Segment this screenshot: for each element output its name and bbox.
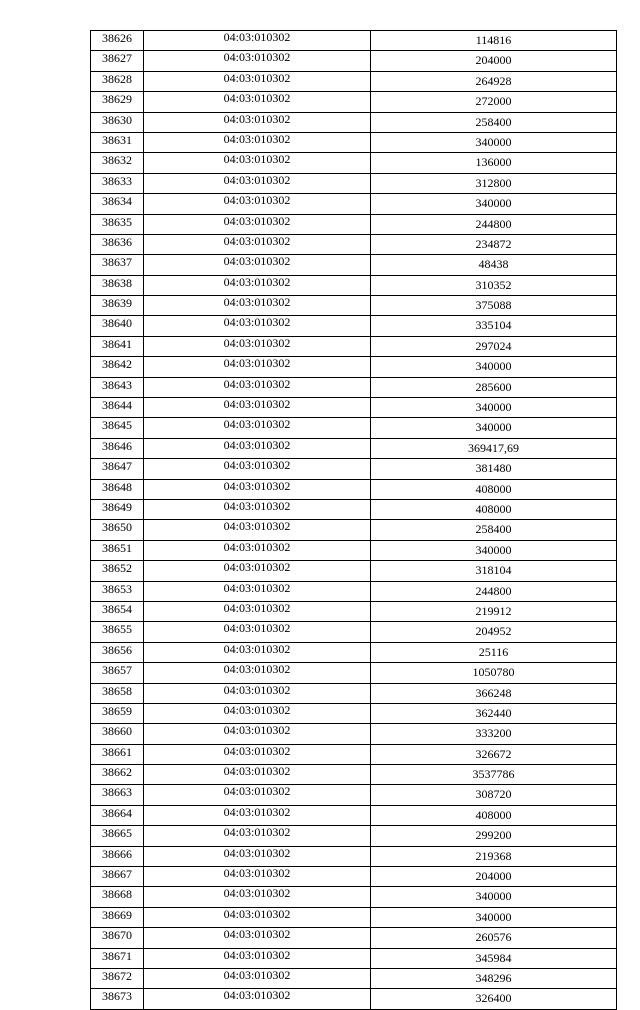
cell-value: 408000 — [371, 479, 617, 499]
table-row — [91, 357, 617, 377]
cell-value: 348296 — [371, 968, 617, 988]
cell-code: 04:03:010302 — [144, 92, 371, 112]
table-row — [91, 887, 617, 907]
table-row — [91, 520, 617, 540]
cell-id: 38647 — [91, 459, 144, 479]
cell-id: 38654 — [91, 601, 144, 621]
cell-value: 308720 — [371, 785, 617, 805]
cell-code: 04:03:010302 — [144, 642, 371, 662]
cell-value: 204952 — [371, 622, 617, 642]
cell-value: 408000 — [371, 805, 617, 825]
cell-id: 38651 — [91, 540, 144, 560]
cell-id: 38637 — [91, 255, 144, 275]
cell-id: 38629 — [91, 92, 144, 112]
cell-value: 1050780 — [371, 663, 617, 683]
cell-id: 38667 — [91, 867, 144, 887]
table-row — [91, 92, 617, 112]
cell-code: 04:03:010302 — [144, 928, 371, 948]
cell-code: 04:03:010302 — [144, 336, 371, 356]
cell-id: 38668 — [91, 887, 144, 907]
cell-id: 38671 — [91, 948, 144, 968]
table-row — [91, 398, 617, 418]
cell-code: 04:03:010302 — [144, 234, 371, 254]
cell-value: 345984 — [371, 948, 617, 968]
cell-id: 38669 — [91, 907, 144, 927]
table-row — [91, 581, 617, 601]
cell-value: 25116 — [371, 642, 617, 662]
cell-code: 04:03:010302 — [144, 968, 371, 988]
cell-id: 38630 — [91, 112, 144, 132]
table-row — [91, 805, 617, 825]
cell-code: 04:03:010302 — [144, 31, 371, 51]
cell-code: 04:03:010302 — [144, 846, 371, 866]
cell-id: 38639 — [91, 296, 144, 316]
cell-value: 234872 — [371, 234, 617, 254]
table-row — [91, 153, 617, 173]
cell-value: 340000 — [371, 132, 617, 152]
table-row — [91, 336, 617, 356]
cell-code: 04:03:010302 — [144, 112, 371, 132]
cell-value: 340000 — [371, 194, 617, 214]
cell-code: 04:03:010302 — [144, 71, 371, 91]
table-body — [91, 31, 617, 1010]
cell-code: 04:03:010302 — [144, 479, 371, 499]
table-row — [91, 642, 617, 662]
table-row — [91, 622, 617, 642]
cell-value: 136000 — [371, 153, 617, 173]
cell-code: 04:03:010302 — [144, 561, 371, 581]
cell-code: 04:03:010302 — [144, 214, 371, 234]
table-row — [91, 459, 617, 479]
cell-code: 04:03:010302 — [144, 459, 371, 479]
cell-code: 04:03:010302 — [144, 194, 371, 214]
cell-code: 04:03:010302 — [144, 724, 371, 744]
cell-code: 04:03:010302 — [144, 683, 371, 703]
cell-value: 333200 — [371, 724, 617, 744]
table-row — [91, 71, 617, 91]
table-row — [91, 968, 617, 988]
cell-code: 04:03:010302 — [144, 887, 371, 907]
cell-code: 04:03:010302 — [144, 316, 371, 336]
cell-value: 340000 — [371, 418, 617, 438]
cell-id: 38645 — [91, 418, 144, 438]
cell-id: 38663 — [91, 785, 144, 805]
cell-id: 38632 — [91, 153, 144, 173]
table-row — [91, 601, 617, 621]
cell-code: 04:03:010302 — [144, 867, 371, 887]
cell-id: 38628 — [91, 71, 144, 91]
table-row — [91, 438, 617, 458]
table-row — [91, 296, 617, 316]
table-row — [91, 234, 617, 254]
cell-value: 297024 — [371, 336, 617, 356]
cell-id: 38653 — [91, 581, 144, 601]
cell-value: 340000 — [371, 398, 617, 418]
cell-id: 38670 — [91, 928, 144, 948]
cell-id: 38627 — [91, 51, 144, 71]
cell-value: 48438 — [371, 255, 617, 275]
cell-id: 38642 — [91, 357, 144, 377]
cell-value: 312800 — [371, 173, 617, 193]
cell-id: 38626 — [91, 31, 144, 51]
cell-value: 381480 — [371, 459, 617, 479]
table-row — [91, 663, 617, 683]
table-row — [91, 499, 617, 519]
cell-code: 04:03:010302 — [144, 418, 371, 438]
cell-code: 04:03:010302 — [144, 785, 371, 805]
cell-value: 114816 — [371, 31, 617, 51]
table-row — [91, 724, 617, 744]
table-row — [91, 214, 617, 234]
table-row — [91, 51, 617, 71]
cell-value: 340000 — [371, 540, 617, 560]
cell-id: 38659 — [91, 703, 144, 723]
cell-id: 38662 — [91, 765, 144, 785]
table-row — [91, 561, 617, 581]
table-row — [91, 31, 617, 51]
table-row — [91, 826, 617, 846]
cell-id: 38652 — [91, 561, 144, 581]
cell-id: 38672 — [91, 968, 144, 988]
cell-id: 38644 — [91, 398, 144, 418]
cell-code: 04:03:010302 — [144, 826, 371, 846]
cell-code: 04:03:010302 — [144, 275, 371, 295]
cell-id: 38655 — [91, 622, 144, 642]
data-table — [90, 30, 617, 1010]
cell-code: 04:03:010302 — [144, 948, 371, 968]
cell-value: 285600 — [371, 377, 617, 397]
cell-code: 04:03:010302 — [144, 398, 371, 418]
cell-value: 258400 — [371, 112, 617, 132]
cell-value: 258400 — [371, 520, 617, 540]
table-row — [91, 989, 617, 1009]
cell-id: 38643 — [91, 377, 144, 397]
cell-value: 366248 — [371, 683, 617, 703]
cell-value: 408000 — [371, 499, 617, 519]
cell-value: 362440 — [371, 703, 617, 723]
cell-value: 264928 — [371, 71, 617, 91]
cell-value: 204000 — [371, 51, 617, 71]
cell-id: 38666 — [91, 846, 144, 866]
cell-value: 335104 — [371, 316, 617, 336]
cell-value: 326672 — [371, 744, 617, 764]
cell-value: 299200 — [371, 826, 617, 846]
table-row — [91, 316, 617, 336]
table-row — [91, 112, 617, 132]
table-row — [91, 479, 617, 499]
cell-value: 260576 — [371, 928, 617, 948]
cell-value: 219912 — [371, 601, 617, 621]
cell-code: 04:03:010302 — [144, 540, 371, 560]
cell-value: 272000 — [371, 92, 617, 112]
table-row — [91, 703, 617, 723]
cell-code: 04:03:010302 — [144, 601, 371, 621]
table-row — [91, 744, 617, 764]
cell-value: 375088 — [371, 296, 617, 316]
cell-code: 04:03:010302 — [144, 296, 371, 316]
cell-code: 04:03:010302 — [144, 153, 371, 173]
table-row — [91, 948, 617, 968]
cell-value: 3537786 — [371, 765, 617, 785]
table-row — [91, 846, 617, 866]
cell-id: 38635 — [91, 214, 144, 234]
cell-code: 04:03:010302 — [144, 805, 371, 825]
table-row — [91, 418, 617, 438]
cell-id: 38657 — [91, 663, 144, 683]
cell-code: 04:03:010302 — [144, 173, 371, 193]
cell-id: 38660 — [91, 724, 144, 744]
cell-value: 369417,69 — [371, 438, 617, 458]
cell-id: 38633 — [91, 173, 144, 193]
cell-id: 38661 — [91, 744, 144, 764]
table-row — [91, 683, 617, 703]
cell-value: 310352 — [371, 275, 617, 295]
table-row — [91, 765, 617, 785]
cell-code: 04:03:010302 — [144, 703, 371, 723]
cell-id: 38665 — [91, 826, 144, 846]
cell-code: 04:03:010302 — [144, 51, 371, 71]
cell-value: 340000 — [371, 907, 617, 927]
cell-id: 38664 — [91, 805, 144, 825]
cell-id: 38650 — [91, 520, 144, 540]
table-row — [91, 194, 617, 214]
table-row — [91, 928, 617, 948]
cell-id: 38673 — [91, 989, 144, 1009]
cell-code: 04:03:010302 — [144, 663, 371, 683]
cell-value: 340000 — [371, 357, 617, 377]
cell-code: 04:03:010302 — [144, 744, 371, 764]
table-row — [91, 132, 617, 152]
cell-code: 04:03:010302 — [144, 377, 371, 397]
table-row — [91, 540, 617, 560]
cell-id: 38656 — [91, 642, 144, 662]
cell-code: 04:03:010302 — [144, 907, 371, 927]
table-row — [91, 275, 617, 295]
cell-id: 38658 — [91, 683, 144, 703]
cell-code: 04:03:010302 — [144, 765, 371, 785]
cell-id: 38641 — [91, 336, 144, 356]
cell-code: 04:03:010302 — [144, 438, 371, 458]
table-row — [91, 377, 617, 397]
table-row — [91, 867, 617, 887]
cell-code: 04:03:010302 — [144, 581, 371, 601]
cell-code: 04:03:010302 — [144, 622, 371, 642]
cell-code: 04:03:010302 — [144, 989, 371, 1009]
cell-id: 38640 — [91, 316, 144, 336]
cell-id: 38631 — [91, 132, 144, 152]
cell-id: 38636 — [91, 234, 144, 254]
cell-value: 244800 — [371, 581, 617, 601]
cell-code: 04:03:010302 — [144, 357, 371, 377]
cell-code: 04:03:010302 — [144, 255, 371, 275]
cell-code: 04:03:010302 — [144, 520, 371, 540]
table-row — [91, 907, 617, 927]
cell-id: 38634 — [91, 194, 144, 214]
cell-value: 318104 — [371, 561, 617, 581]
table-row — [91, 785, 617, 805]
cell-value: 244800 — [371, 214, 617, 234]
cell-id: 38646 — [91, 438, 144, 458]
table-row — [91, 255, 617, 275]
cell-id: 38648 — [91, 479, 144, 499]
cell-value: 340000 — [371, 887, 617, 907]
cell-code: 04:03:010302 — [144, 499, 371, 519]
table-row — [91, 173, 617, 193]
cell-value: 204000 — [371, 867, 617, 887]
cell-value: 326400 — [371, 989, 617, 1009]
cell-id: 38638 — [91, 275, 144, 295]
cell-value: 219368 — [371, 846, 617, 866]
cell-id: 38649 — [91, 499, 144, 519]
cell-code: 04:03:010302 — [144, 132, 371, 152]
